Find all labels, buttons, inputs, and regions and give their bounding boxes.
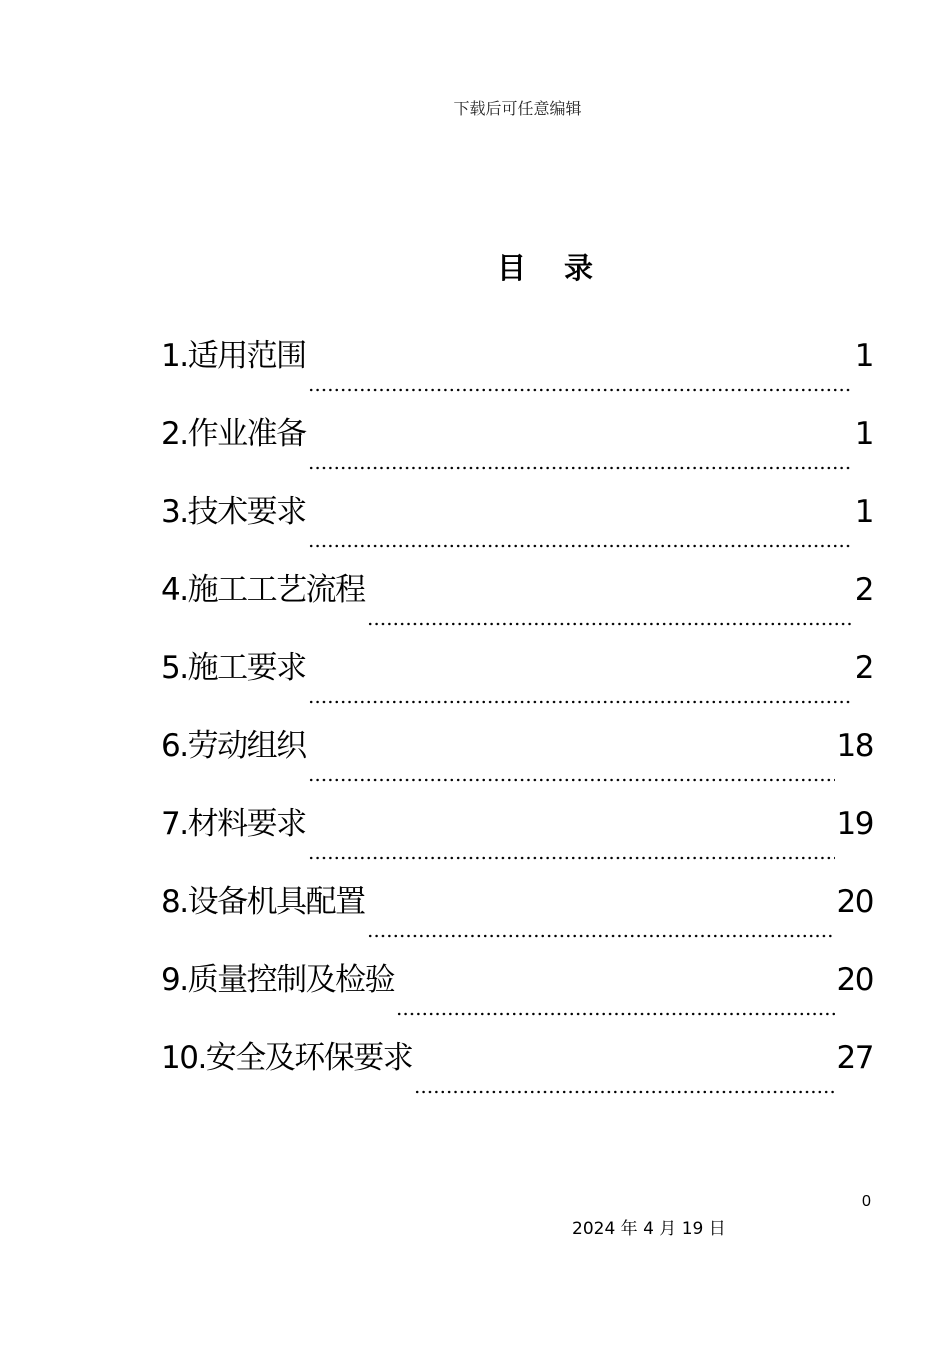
toc-entry[interactable] [161, 642, 873, 720]
table-of-contents [161, 330, 873, 1110]
dot-leader [414, 1088, 834, 1096]
dot-leader [367, 932, 835, 940]
toc-entry-page: 1 [854, 416, 873, 452]
dot-leader [308, 542, 853, 550]
toc-entry-page: 2 [854, 650, 873, 686]
toc-entry-label: 5.施工要求 [161, 650, 306, 686]
page-number: 0 [862, 1193, 871, 1210]
toc-entry-label: 1.适用范围 [161, 338, 306, 374]
toc-entry-page: 2 [854, 572, 873, 608]
toc-entry-label: 7.材料要求 [161, 806, 306, 842]
toc-entry[interactable] [161, 720, 873, 798]
toc-entry-label: 8.设备机具配置 [161, 884, 365, 920]
toc-entry-page: 18 [836, 728, 873, 764]
dot-leader [308, 386, 853, 394]
toc-entry[interactable] [161, 798, 873, 876]
toc-entry[interactable] [161, 1032, 873, 1110]
toc-entry[interactable] [161, 486, 873, 564]
toc-entry-page: 1 [854, 338, 873, 374]
toc-entry[interactable] [161, 408, 873, 486]
toc-entry-page: 19 [836, 806, 873, 842]
toc-entry-page: 20 [836, 884, 873, 920]
toc-entry-label: 2.作业准备 [161, 416, 306, 452]
toc-entry-label: 10.安全及环保要求 [161, 1040, 413, 1076]
dot-leader [396, 1010, 834, 1018]
dot-leader [367, 620, 853, 628]
footer-date: 2024 年 4 月 19 日 [572, 1219, 726, 1239]
toc-entry[interactable] [161, 954, 873, 1032]
toc-entry[interactable] [161, 564, 873, 642]
dot-leader [308, 698, 853, 706]
toc-entry-page: 27 [836, 1040, 873, 1076]
toc-entry-label: 6.劳动组织 [161, 728, 306, 764]
toc-title: 目 录 [496, 251, 608, 285]
toc-entry[interactable] [161, 876, 873, 954]
toc-entry-label: 3.技术要求 [161, 494, 306, 530]
toc-entry[interactable] [161, 330, 873, 408]
dot-leader [308, 776, 835, 784]
dot-leader [308, 464, 853, 472]
dot-leader [308, 854, 835, 862]
toc-entry-page: 20 [836, 962, 873, 998]
toc-entry-page: 1 [854, 494, 873, 530]
toc-entry-label: 9.质量控制及检验 [161, 962, 395, 998]
header-note: 下载后可任意编辑 [453, 99, 582, 118]
toc-entry-label: 4.施工工艺流程 [161, 572, 365, 608]
